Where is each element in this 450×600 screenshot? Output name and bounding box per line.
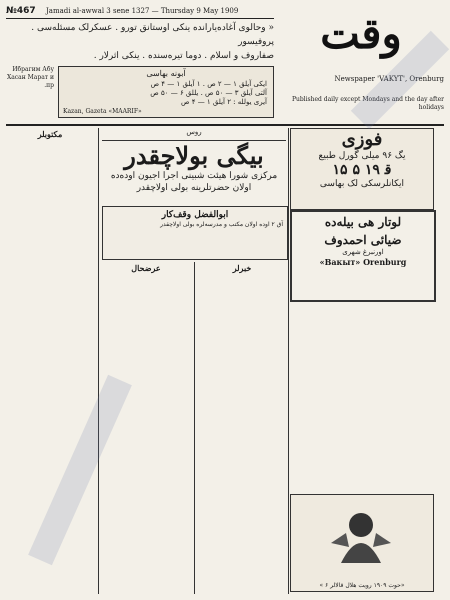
ad2-line4: «Вакыт» Orenburg [319,257,407,267]
subscription-title: آبونه بهاسی [146,69,186,78]
column-1 [6,128,94,594]
masthead-left [6,4,274,122]
column-3-title: خبرلر [232,263,252,273]
newspaper-logo [286,4,436,74]
issue-number: №467 [6,6,36,16]
center-subline: مرکزی شورا هیئت شبینی اجرا اجیون اوده‌ده اولان حضرتلرینه بولی اولاچقدر [110,171,278,193]
columns-area [6,128,444,594]
subscription-row: آلتی آیلق ۳ — ۵۰ ص . یللق ۶ — ۵۰ ص [150,89,267,97]
logo-text: وقت [320,9,402,58]
masthead [6,4,444,126]
illustration-caption: « ۶ حوت ۱۹۰۹ رویت هلال قالالر» [319,582,405,589]
subscription-box [58,66,274,118]
front-headlines [6,21,274,63]
advertisement-1 [290,128,434,210]
ad2-line1: لوتار هی بیله‌ده [324,215,402,229]
ad1-headline: فوزی [341,129,383,150]
front-headline-1: « وحالوی آغاده‌یارانده ینکی اوستانق تورو . عسکرلک مسئله‌سی . پروفیسور [31,23,274,47]
center-headline-box [102,142,286,204]
column-2-title: عرضحال [131,263,161,273]
advertisement-2 [290,210,436,302]
center-box-text: آق ۲ اوده اولان مکتب و مدرسه‌لره بولی اولاچقدر [160,221,283,228]
ad2-line3: اورنبرغ شهری [342,248,384,256]
center-box-title: ابوالفضل وقف‌کار [161,210,229,220]
column-divider [194,262,195,594]
illustration-image [311,503,411,573]
issue-line [6,4,274,19]
subscription-footer: Kazan, Gazeta «MAARIF» [63,108,142,115]
ad1-price: ۱۵ ق‍ ۱۹ ۵ [332,162,392,178]
column-divider [288,128,289,594]
left-notes: Ибрагим Абу Хасан Марат и пр. [6,66,54,89]
ad1-line1: یگ ۹۶ میلی گورل طبیع [318,151,406,161]
column-1-title: مکتوبلر [37,129,63,139]
column-divider [98,128,99,594]
front-headline-2: صفاروف و اسلام . دوما تیره‌سنده . ینکی اثرلار . [93,51,274,61]
center-headline: بیگی بولاچقدر [124,141,264,170]
paper-info: Published daily except Mondays and the day after holidays [291,96,444,111]
subscription-rows [59,78,273,109]
tagline: Newspaper 'VAKYT', Orenburg [334,75,444,83]
column-2 [102,262,190,594]
ad2-line2: ضیائی احمدوف [324,233,402,247]
illustration-box [290,494,434,592]
subscription-row: ایکی آیلق ۱ — ۲ ص . ۱ آیلق ۱ — ۴ ص [150,80,267,88]
masthead-right [274,4,444,122]
issue-date: Jamadi al-awwal 3 sene 1327 — Thursday 9 May 1909 [46,7,239,15]
ad1-line2: ایکانلرسکی لک بهاسی [319,179,405,189]
column-3 [198,262,286,594]
subscription-row: آیری یولله : ۲ آیلق ۱ — ۴ ص [181,98,267,106]
center-strip: روس [102,128,286,141]
center-box [102,206,288,260]
